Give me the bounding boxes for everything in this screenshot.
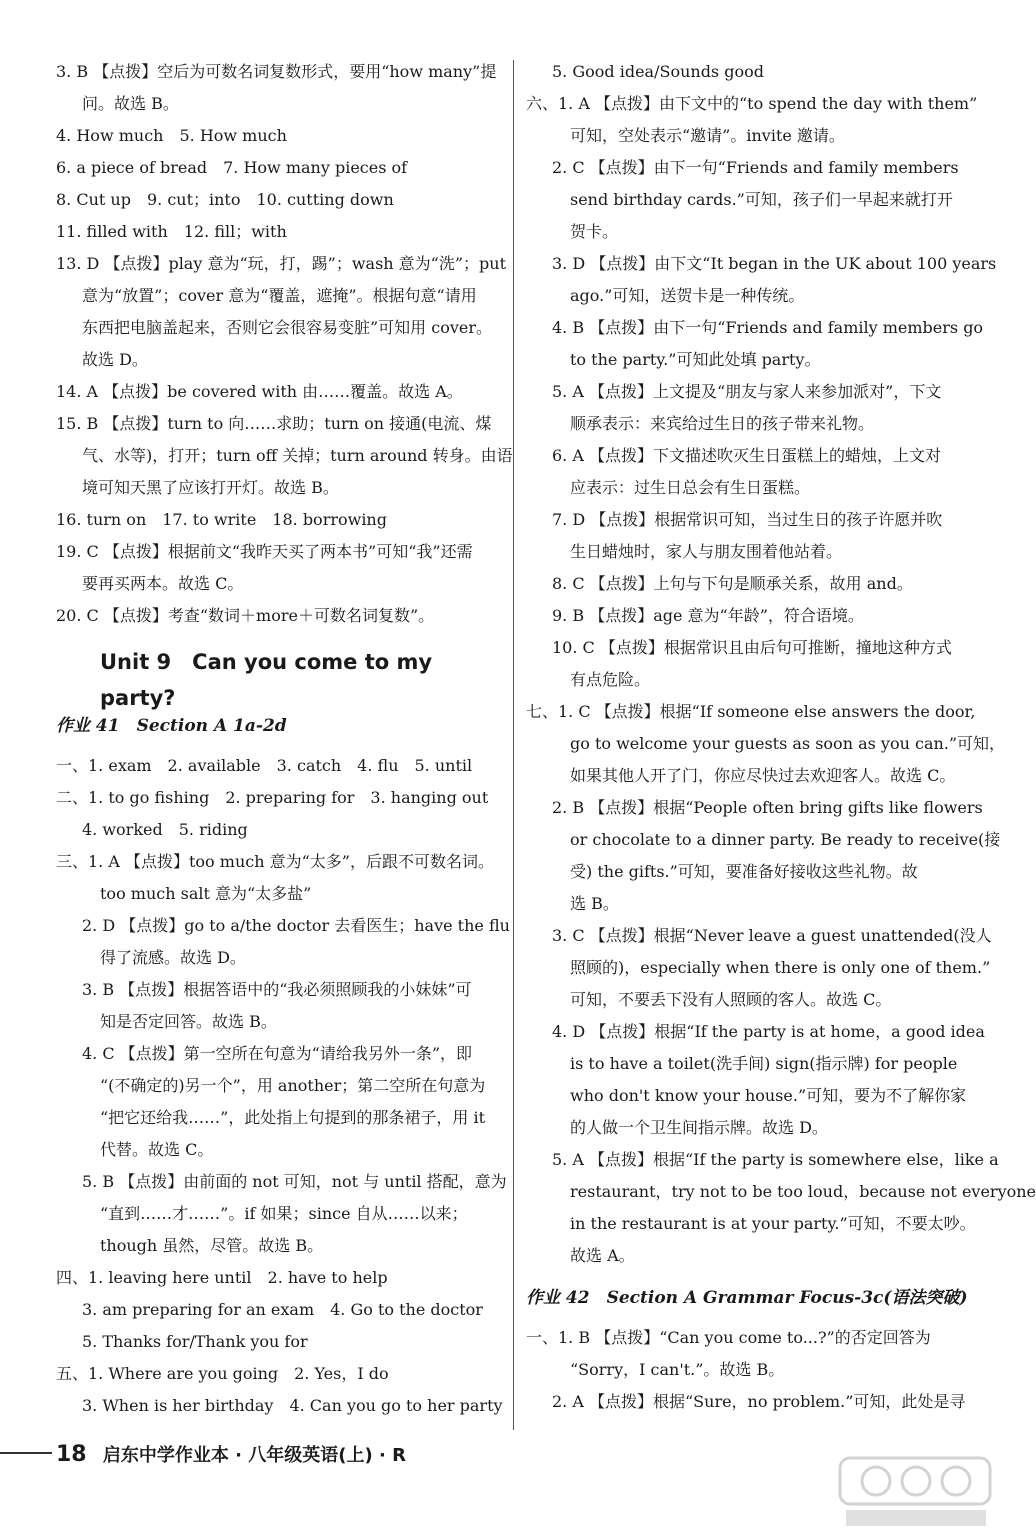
right-line: 2. B 【点拨】根据“People often bring gifts like flowers	[552, 798, 983, 817]
watermark-logo	[836, 1452, 996, 1532]
footer-rule	[0, 1452, 52, 1454]
right-line: 故选 A。	[570, 1246, 635, 1265]
right-line: 贺卡。	[570, 222, 619, 241]
page-number: 18	[56, 1442, 87, 1467]
right-line: 可知，不要丢下没有人照顾的客人。故选 C。	[570, 990, 892, 1009]
right-line: 一、1. B 【点拨】“Can you come to...?”的否定回答为	[526, 1328, 931, 1347]
right-line: to the party.”可知此处填 party。	[570, 350, 821, 369]
left-line: 13. D 【点拨】play 意为“玩，打，踢”；wash 意为“洗”；put	[56, 254, 507, 273]
right-line: ago.”可知，送贺卡是一种传统。	[570, 286, 805, 305]
right-line: 4. B 【点拨】由下一句“Friends and family members go	[552, 318, 984, 337]
left-line: “(不确定的)另一个”，用 another；第二空所在句意为	[100, 1076, 486, 1095]
left-line: 6. a piece of bread 7. How many pieces of	[56, 158, 408, 177]
right-line: 六、1. A 【点拨】由下文中的“to spend the day with them”	[526, 94, 978, 113]
right-line: 受) the gifts.”可知，要准备好接收这些礼物。故	[570, 862, 918, 881]
right-line: or chocolate to a dinner party. Be ready to receive(接	[570, 830, 1001, 849]
right-line: 2. A 【点拨】根据“Sure，no problem.”可知，此处是寻	[552, 1392, 966, 1411]
right-line: 顺承表示：来宾给过生日的孩子带来礼物。	[570, 414, 875, 433]
right-line: 照顾的)，especially when there is only one of them.”	[570, 958, 991, 977]
right-line: 如果其他人开了门，你应尽快过去欢迎客人。故选 C。	[570, 766, 956, 785]
right-line: restaurant，try not to be too loud，because not everyone	[570, 1182, 1036, 1201]
left-line: 16. turn on 17. to write 18. borrowing	[56, 510, 387, 529]
left-line: 得了流感。故选 D。	[100, 948, 246, 967]
left-line: 19. C 【点拨】根据前文“我昨天买了两本书”可知“我”还需	[56, 542, 473, 561]
left-line: 3. B 【点拨】根据答语中的“我必须照顾我的小妹妹”可	[82, 980, 472, 999]
right-line: 的人做一个卫生间指示牌。故选 D。	[570, 1118, 828, 1137]
right-line: 6. A 【点拨】下文描述吹灭生日蛋糕上的蜡烛，上文对	[552, 446, 941, 465]
section-heading: 作业 42 Section A Grammar Focus-3c(语法突破)	[526, 1288, 968, 1308]
left-line: 4. How much 5. How much	[56, 126, 287, 145]
left-line: 5. Thanks for/Thank you for	[82, 1332, 308, 1351]
right-line: 3. D 【点拨】由下文“It began in the UK about 100 years	[552, 254, 997, 273]
left-line: 4. worked 5. riding	[82, 820, 248, 839]
right-line: 选 B。	[570, 894, 619, 913]
right-line: 4. D 【点拨】根据“If the party is at home，a good idea	[552, 1022, 985, 1041]
unit-title: Unit 9 Can you come to my party?	[100, 650, 433, 710]
left-line: 意为“放置”；cover 意为“覆盖，遮掩”。根据句意“请用	[82, 286, 477, 305]
right-line: in the restaurant is at your party.”可知，不要太吵。	[570, 1214, 976, 1233]
right-line: 可知，空处表示“邀请”。invite 邀请。	[570, 126, 845, 145]
right-line: 生日蜡烛时，家人与朋友围着他站着。	[570, 542, 843, 561]
right-line: who don't know your house.”可知，要为不了解你家	[570, 1086, 967, 1105]
right-line: 5. A 【点拨】根据“If the party is somewhere else，like a	[552, 1150, 999, 1169]
left-line: “直到……才……”。if 如果；since 自从……以来；	[100, 1204, 468, 1223]
right-line: 七、1. C 【点拨】根据“If someone else answers the door,	[526, 702, 976, 721]
left-line: 8. Cut up 9. cut；into 10. cutting down	[56, 190, 394, 209]
left-line: 3. am preparing for an exam 4. Go to the doctor	[82, 1300, 483, 1319]
left-line: 11. filled with 12. fill；with	[56, 222, 287, 241]
left-line: 要再买两本。故选 C。	[82, 574, 244, 593]
right-line: 3. C 【点拨】根据“Never leave a guest unattended(没人	[552, 926, 992, 945]
left-line: 境可知天黑了应该打开灯。故选 B。	[82, 478, 339, 497]
left-line: 14. A 【点拨】be covered with 由……覆盖。故选 A。	[56, 382, 463, 401]
left-line: 5. B 【点拨】由前面的 not 可知，not 与 until 搭配，意为	[82, 1172, 507, 1191]
column-divider	[513, 60, 514, 1430]
left-line: 五、1. Where are you going 2. Yes，I do	[56, 1364, 389, 1383]
left-line: 2. D 【点拨】go to a/the doctor 去看医生；have the flu	[82, 916, 510, 935]
left-line: 3. When is her birthday 4. Can you go to her party	[82, 1396, 503, 1415]
left-line: 15. B 【点拨】turn to 向……求助；turn on 接通(电流、煤	[56, 414, 492, 433]
left-column	[56, 56, 513, 1422]
left-line: 气、水等)，打开；turn off 关掉；turn around 转身。由语	[82, 446, 513, 465]
left-line: 一、1. exam 2. available 3. catch 4. flu 5. until	[56, 756, 473, 775]
right-line: 有点危险。	[570, 670, 651, 689]
left-line: 3. B 【点拨】空后为可数名词复数形式，要用“how many”提	[56, 62, 497, 81]
book-title: 启东中学作业本 · 八年级英语(上) · R	[102, 1445, 406, 1466]
left-line: 三、1. A 【点拨】too much 意为“太多”，后跟不可数名词。	[56, 852, 494, 871]
right-line: 10. C 【点拨】根据常识且由后句可推断，撞地这种方式	[552, 638, 952, 657]
left-line: 故选 D。	[82, 350, 148, 369]
right-line: 应表示：过生日总会有生日蛋糕。	[570, 478, 811, 497]
right-line: is to have a toilet(洗手间) sign(指示牌) for people	[570, 1054, 958, 1073]
right-line: send birthday cards.”可知，孩子们一早起来就打开	[570, 190, 953, 209]
left-line: “把它还给我……”，此处指上句提到的那条裙子，用 it	[100, 1108, 485, 1127]
right-line: 9. B 【点拨】age 意为“年龄”，符合语境。	[552, 606, 864, 625]
right-line: 7. D 【点拨】根据常识可知，当过生日的孩子许愿并吹	[552, 510, 943, 529]
left-line: 知是否定回答。故选 B。	[100, 1012, 277, 1031]
left-line: 4. C 【点拨】第一空所在句意为“请给我另外一条”，即	[82, 1044, 473, 1063]
left-line: 代替。故选 C。	[100, 1140, 214, 1159]
right-line: go to welcome your guests as soon as you can.”可知，	[570, 734, 1006, 753]
right-line: 2. C 【点拨】由下一句“Friends and family members	[552, 158, 959, 177]
left-line: too much salt 意为“太多盐”	[100, 884, 312, 903]
right-line: 5. A 【点拨】上文提及“朋友与家人来参加派对”，下文	[552, 382, 942, 401]
left-line: 四、1. leaving here until 2. have to help	[56, 1268, 388, 1287]
left-line: 问。故选 B。	[82, 94, 179, 113]
left-line: 二、1. to go fishing 2. preparing for 3. hanging out	[56, 788, 489, 807]
right-line: 8. C 【点拨】上句与下句是顺承关系，故用 and。	[552, 574, 913, 593]
right-column	[526, 56, 1036, 1418]
left-line: 20. C 【点拨】考查“数词＋more＋可数名词复数”。	[56, 606, 435, 625]
left-line: though 虽然，尽管。故选 B。	[100, 1236, 324, 1255]
section-heading: 作业 41 Section A 1a-2d	[56, 716, 287, 736]
left-line: 东西把电脑盖起来，否则它会很容易变脏”可知用 cover。	[82, 318, 493, 337]
page-footer	[56, 1440, 406, 1471]
right-line: 5. Good idea/Sounds good	[552, 62, 764, 81]
right-line: “Sorry，I can't.”。故选 B。	[570, 1360, 785, 1379]
